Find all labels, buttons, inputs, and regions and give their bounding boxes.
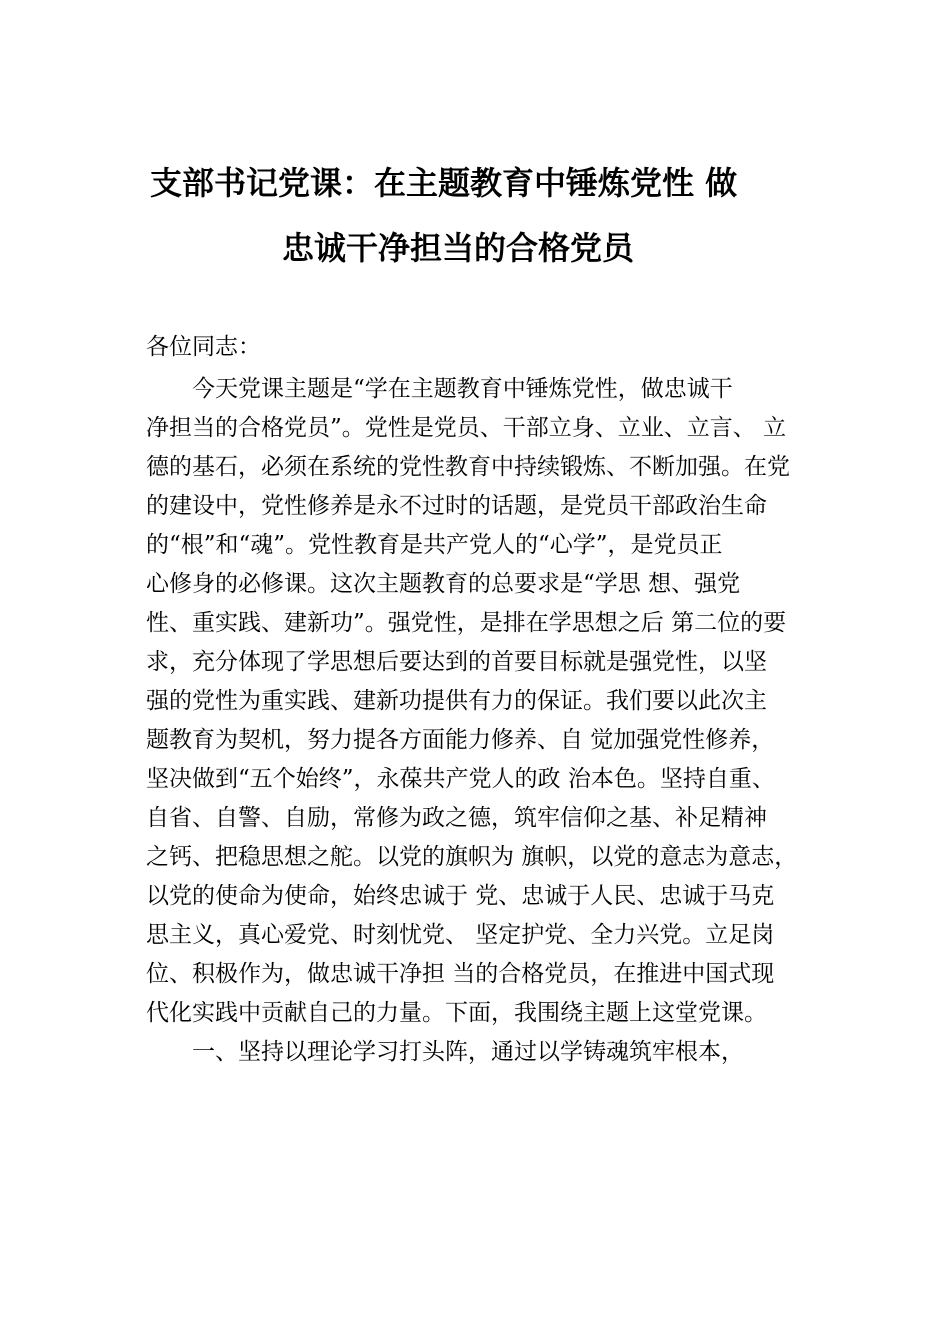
body-line: 德的基石，必须在系统的党性教育中持续锻炼、不断加强。在党 [146,454,790,480]
greeting: 各位同志： [146,334,261,360]
body-line: 一、坚持以理论学习打头阵，通过以学铸魂筑牢根本， [146,1039,744,1065]
body-line: 坚决做到“五个始终”，永葆共产党人的政 治本色。坚持自重、 [146,766,775,792]
body-line: 位、积极作为，做忠诚干净担 当的合格党员，在推进中国式现 [146,961,775,987]
body-line: 的建设中，党性修养是永不过时的话题，是党员干部政治生命 [146,493,767,519]
body-line: 今天党课主题是“学在主题教育中锤炼党性，做忠诚干 [146,376,733,402]
body-line: 强的党性为重实践、建新功提供有力的保证。我们要以此次主 [146,688,767,714]
body-line: 的“根”和“魂”。党性教育是共产党人的“心学”，是党员正 [146,532,723,558]
title-line-2: 忠诚干净担当的合格党员 [282,229,635,267]
body-line: 求，充分体现了学思想后要达到的首要目标就是强党性，以坚 [146,649,767,675]
body-line: 净担当的合格党员”。党性是党员、干部立身、立业、立言、 立 [146,415,787,441]
body-line: 心修身的必修课。这次主题教育的总要求是“学思 想、强党 [146,571,741,597]
body-line: 性、重实践、建新功”。强党性，是排在学思想之后 第二位的要 [146,610,787,636]
body-line: 思主义，真心爱党、时刻忧党、 坚定护党、全力兴党。立足岗 [146,922,775,948]
title-line-1: 支部书记党课：在主题教育中锤炼党性 做 [150,164,738,202]
body-line: 题教育为契机，努力提各方面能力修养、自 觉加强党性修养， [146,727,775,753]
body-line: 以党的使命为使命，始终忠诚于 党、忠诚于人民、忠诚于马克 [146,883,775,909]
body-line: 之钙、把稳思想之舵。以党的旗帜为 旗帜，以党的意志为意志， [146,844,798,870]
body-line: 代化实践中贡献自己的力量。下面，我围绕主题上这堂党课。 [146,1000,767,1026]
body-line: 自省、自警、自励，常修为政之德，筑牢信仰之基、补足精神 [146,805,767,831]
